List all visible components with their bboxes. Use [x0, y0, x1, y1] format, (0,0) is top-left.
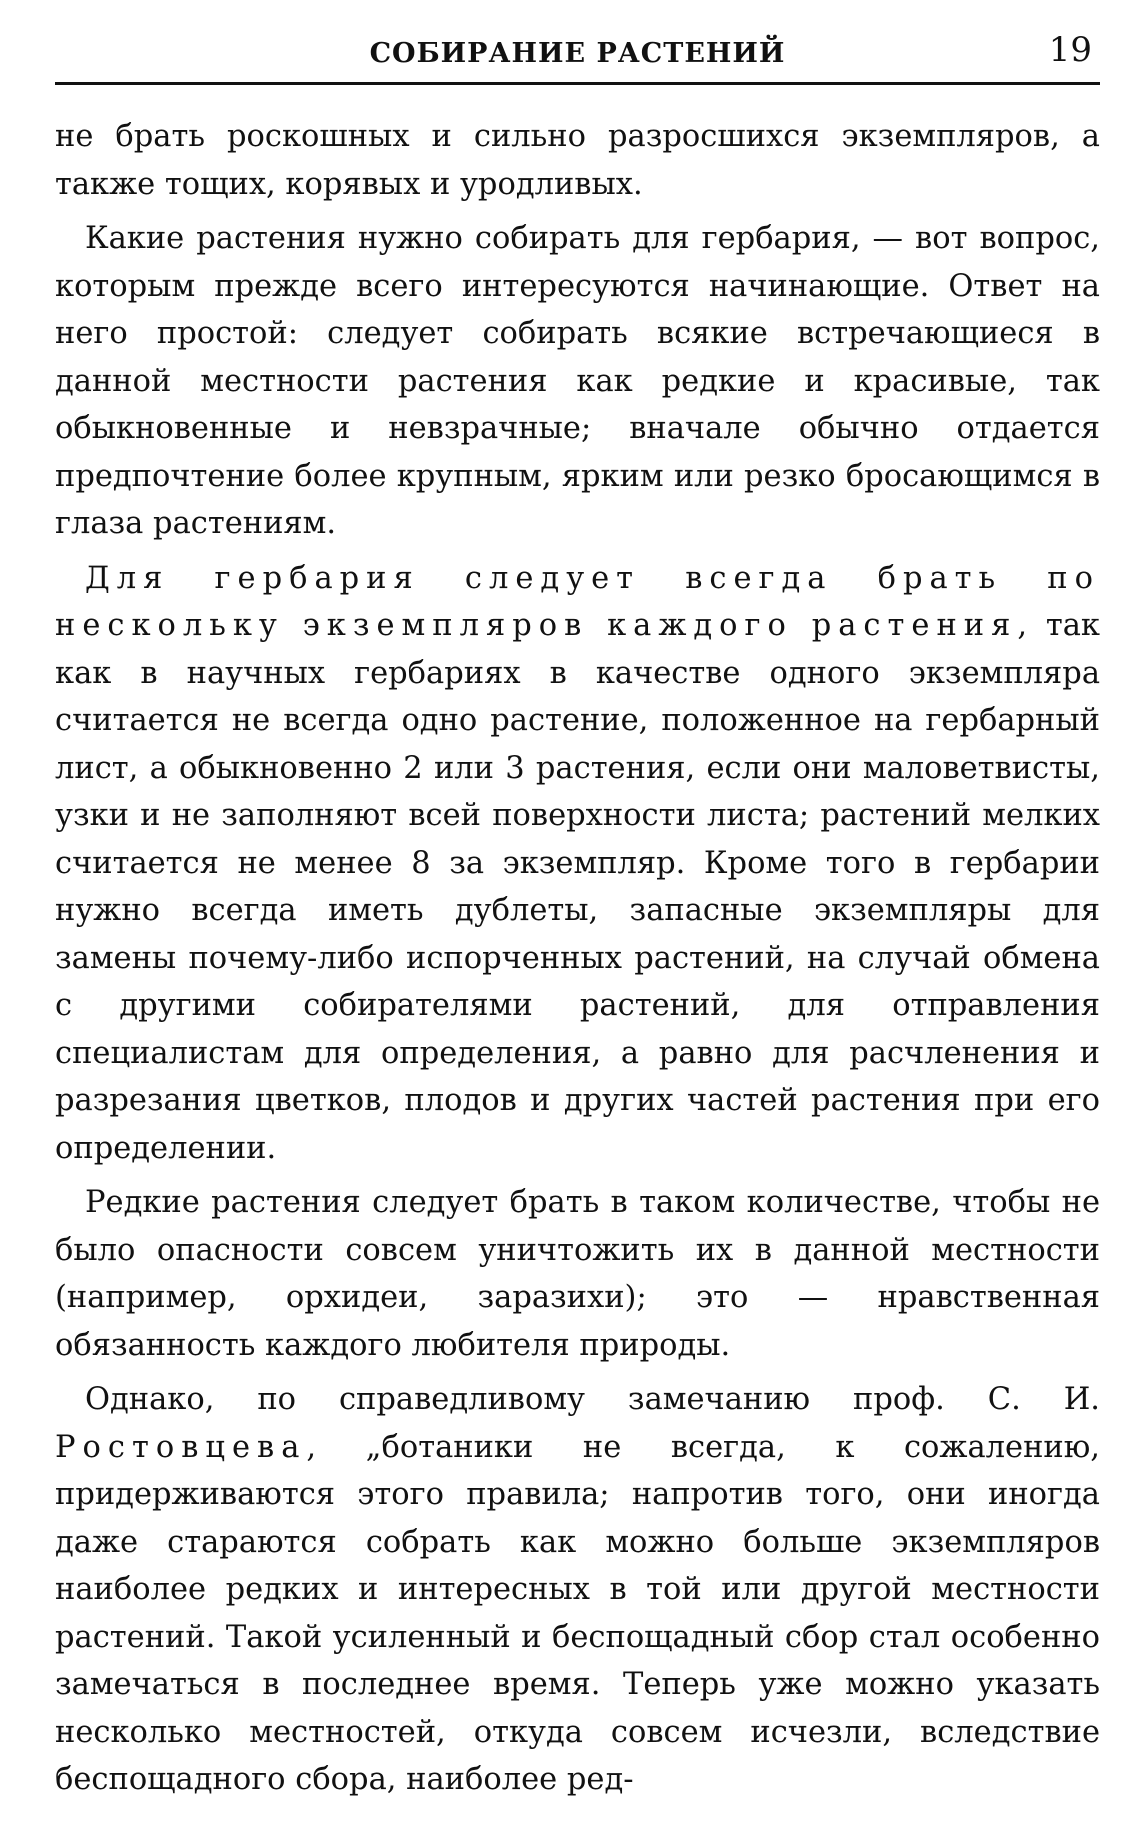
paragraph-text: Какие растения нужно собирать для гербария, — вот вопрос, которым прежде всего интересуются начинающие. Ответ на него простой: следует собирать всякие встречающиеся в данной местности растения как редкие и красивые, так обыкновенные и невзрачные; вначале обычно отдается предпочтение более крупным, ярким или резко бросающимся в глаза растениям.	[55, 221, 1100, 541]
paragraph-text-before: Однако, по справедливому замечанию проф. С. И.	[85, 1382, 1100, 1417]
paragraph-several-specimens	[55, 555, 1100, 1173]
emphasized-text: Для гербария следует всегда брать по нескольку экземпляров каждого растения,	[55, 560, 1100, 643]
book-page	[55, 30, 1100, 1811]
paragraph-rare-plants	[55, 1179, 1100, 1369]
paragraph-text: не брать роскошных и сильно разросшихся экземпляров, а также тощих, корявых и уродливых.	[55, 119, 1100, 202]
emphasized-name: Ростовцева	[55, 1429, 307, 1465]
page-number: 19	[1048, 30, 1092, 70]
paragraph-rostovtsev-quote	[55, 1376, 1100, 1804]
paragraph-text: Редкие растения следует брать в таком количестве, чтобы не было опасности совсем уничтожить их в данной местности (например, орхидеи, заразихи); это — нравственная обязанность каждого любителя природы.	[55, 1185, 1100, 1363]
running-header	[55, 30, 1100, 85]
paragraph-which-plants	[55, 215, 1100, 548]
paragraph-text: так как в научных гербариях в качестве одного экземпляра считается не всегда одно растение, положенное на гербарный лист, а обыкновенно 2 или 3 растения, если они маловетвисты, узки и не заполняют всей поверхности листа; растений мелких считается не менее 8 за экземпляр. Кроме того в гербарии нужно всегда иметь дублеты, запасные экземпляры для замены почему-либо испорченных растений, на случай обмена с другими собирателями растений, для отправления специалистам для определения, а равно для расчленения и разрезания цветков, плодов и других частей растения при его определении.	[55, 608, 1100, 1166]
paragraph-continuation	[55, 113, 1100, 208]
running-title: СОБИРАНИЕ РАСТЕНИЙ	[369, 38, 786, 69]
body-text	[55, 113, 1100, 1804]
paragraph-text-after: , „ботаники не всегда, к сожалению, придерживаются этого правила; напротив того, они иногда даже стараются собрать как можно больше экземпляров наиболее редких и интересных в той или другой местности растений. Такой усиленный и беспощадный сбор стал особенно замечаться в последнее время. Теперь уже можно указать несколько местностей, откуда совсем исчезли, вследствие беспощадного сбора, наиболее ред-	[55, 1429, 1100, 1797]
